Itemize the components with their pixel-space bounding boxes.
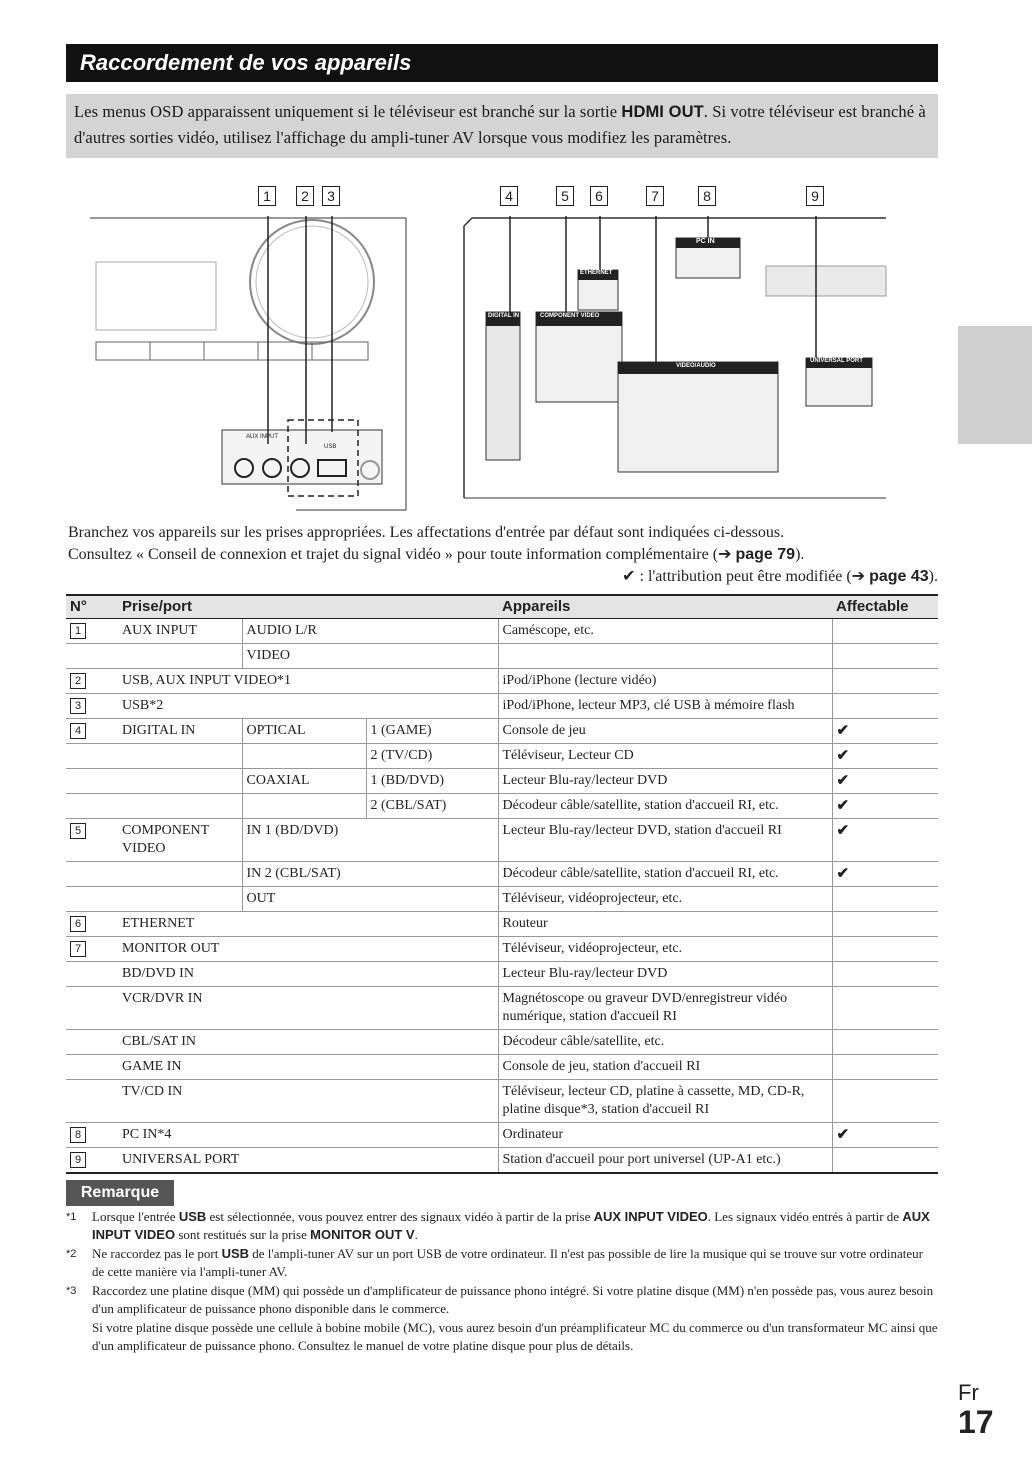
callout-6: 6: [590, 186, 608, 206]
assignable-cell: [832, 619, 938, 644]
device-cell: Console de jeu: [498, 719, 832, 744]
port-cell: USB, AUX INPUT VIDEO*1: [118, 669, 498, 694]
table-row: [66, 862, 938, 887]
footnotes: [66, 1208, 938, 1356]
table-row: [66, 1123, 938, 1148]
footnote-mark: [66, 1319, 92, 1355]
assignable-cell: [832, 669, 938, 694]
table-row: [66, 719, 938, 744]
footnote-bold: USB: [178, 1209, 207, 1224]
arrow-icon: ➔: [851, 568, 866, 585]
assignable-cell: [832, 987, 938, 1030]
assignable-cell: ✔: [832, 862, 938, 887]
table-row: [66, 987, 938, 1030]
table-row: [66, 769, 938, 794]
footnote: [66, 1245, 938, 1281]
footnote: [66, 1208, 938, 1244]
callout-3: 3: [322, 186, 340, 206]
table-header-row: [66, 595, 938, 619]
table-row: [66, 1080, 938, 1123]
row-number: [66, 1123, 118, 1148]
callout-5: 5: [556, 186, 574, 206]
footnote-text: [92, 1282, 938, 1318]
callout-1: 1: [258, 186, 276, 206]
assignable-cell: ✔: [832, 719, 938, 744]
table-row: [66, 1030, 938, 1055]
port-cell: DIGITAL IN: [118, 719, 242, 744]
footnote-bold: AUX INPUT VIDEO: [92, 1209, 930, 1242]
footnote-mark: *2: [66, 1248, 77, 1260]
remarque-label: Remarque: [66, 1180, 174, 1206]
port-cell: GAME IN: [118, 1055, 498, 1080]
row-number-box: 6: [70, 916, 86, 932]
table-row: [66, 794, 938, 819]
subport-cell: COAXIAL: [242, 769, 366, 794]
assignable-note: [622, 566, 938, 588]
assignable-cell: ✔: [832, 744, 938, 769]
callout-2: 2: [296, 186, 314, 206]
assignable-cell: [832, 1148, 938, 1174]
table-row: [66, 744, 938, 769]
notice-bold: HDMI OUT: [621, 103, 704, 121]
footnote: [66, 1282, 938, 1318]
detail-cell: 1 (BD/DVD): [366, 769, 498, 794]
row-number: [66, 1148, 118, 1174]
row-number-box: 8: [70, 1127, 86, 1143]
row-number-box: 4: [70, 723, 86, 739]
port-cell: MONITOR OUT: [118, 937, 498, 962]
port-cell: AUX INPUT: [118, 619, 242, 644]
assignable-cell: ✔: [832, 1123, 938, 1148]
footnote-part: .: [414, 1227, 418, 1242]
row-number: [66, 887, 118, 912]
label-digital-in: DIGITAL IN: [488, 313, 520, 319]
subport-cell: IN 1 (BD/DVD): [242, 819, 498, 862]
port-cell: ETHERNET: [118, 912, 498, 937]
device-cell: Décodeur câble/satellite, station d'accueil RI, etc.: [498, 794, 832, 819]
arrow-icon: ➔: [718, 546, 732, 563]
ports-table-body: [66, 619, 938, 1174]
row-number: [66, 1080, 118, 1123]
device-cell: Routeur: [498, 912, 832, 937]
subport-cell: VIDEO: [242, 644, 498, 669]
table-row: [66, 644, 938, 669]
label-component-video: COMPONENT VIDEO: [540, 313, 600, 319]
assignable-cell: [832, 962, 938, 987]
label-universal-port: UNIVERSAL PORT: [810, 358, 863, 364]
assignable-cell: [832, 1030, 938, 1055]
device-cell: Téléviseur, lecteur CD, platine à cassette, MD, CD-R, platine disque*3, station d'accueil RI: [498, 1080, 832, 1123]
table-row: [66, 962, 938, 987]
device-cell: Téléviseur, vidéoprojecteur, etc.: [498, 887, 832, 912]
detail-cell: 1 (GAME): [366, 719, 498, 744]
row-number: [66, 1030, 118, 1055]
row-number: [66, 912, 118, 937]
port-cell: [118, 644, 242, 669]
table-row: [66, 887, 938, 912]
subport-cell: [242, 794, 366, 819]
footnote-text: [92, 1245, 938, 1281]
footnote-mark: *1: [66, 1211, 77, 1223]
assignable-cell: [832, 937, 938, 962]
row-number: [66, 962, 118, 987]
device-cell: iPod/iPhone, lecteur MP3, clé USB à mémoire flash: [498, 694, 832, 719]
table-row: [66, 694, 938, 719]
footnote-part: Lorsque l'entrée: [92, 1209, 179, 1224]
label-usb: USB: [324, 444, 337, 450]
device-cell: Téléviseur, vidéoprojecteur, etc.: [498, 937, 832, 962]
port-cell: [118, 794, 242, 819]
table-row: [66, 669, 938, 694]
device-cell: Ordinateur: [498, 1123, 832, 1148]
port-cell: UNIVERSAL PORT: [118, 1148, 498, 1174]
detail-cell: 2 (TV/CD): [366, 744, 498, 769]
row-number-box: 7: [70, 941, 86, 957]
row-number: [66, 1055, 118, 1080]
assignable-cell: [832, 1080, 938, 1123]
row-number: [66, 719, 118, 744]
row-number: [66, 769, 118, 794]
row-number: [66, 862, 118, 887]
page-ref-43[interactable]: page 43: [869, 568, 929, 585]
assignable-cell: ✔: [832, 819, 938, 862]
panel-diagram-svg: [66, 172, 938, 512]
assignable-note-end: ).: [928, 568, 938, 585]
device-cell: Lecteur Blu-ray/lecteur DVD, station d'accueil RI: [498, 819, 832, 862]
device-cell: Décodeur câble/satellite, station d'accueil RI, etc.: [498, 862, 832, 887]
subport-cell: IN 2 (CBL/SAT): [242, 862, 498, 887]
row-number-box: 1: [70, 623, 86, 639]
port-cell: VCR/DVR IN: [118, 987, 498, 1030]
row-number-box: 9: [70, 1152, 86, 1168]
page-ref-79[interactable]: page 79: [735, 546, 796, 563]
device-cell: Téléviseur, Lecteur CD: [498, 744, 832, 769]
port-cell: CBL/SAT IN: [118, 1030, 498, 1055]
section-header: [66, 44, 938, 82]
device-cell: Magnétoscope ou graveur DVD/enregistreur vidéo numérique, station d'accueil RI: [498, 987, 832, 1030]
footnote-part: est sélectionnée, vous pouvez entrer des signaux vidéo à partir de la prise: [206, 1209, 594, 1224]
port-cell: USB*2: [118, 694, 498, 719]
notice-text-1: Les menus OSD apparaissent uniquement si le téléviseur est branché sur la sortie: [74, 102, 622, 121]
detail-cell: 2 (CBL/SAT): [366, 794, 498, 819]
footnote-part: . Les signaux vidéo entrés à partir de: [707, 1209, 903, 1224]
footnote-part: Si votre platine disque possède une cellule à bobine mobile (MC), vous aurez besoin d'un préamplificateur MC du commerce ou d'un transformateur MC ainsi que d'un amplificateur de puissance phono. Consultez le manuel de votre platine disque pour plus de détails.: [92, 1320, 938, 1353]
row-number-box: 3: [70, 698, 86, 714]
port-cell: [118, 887, 242, 912]
page-title: Raccordement de vos appareils: [80, 50, 412, 75]
port-cell: TV/CD IN: [118, 1080, 498, 1123]
port-cell: COMPONENT VIDEO: [118, 819, 242, 862]
notice-text-2: . Si votre téléviseur est branché à d'autres sorties vidéo, utilisez l'affichage du ampli-tuner AV lorsque vous modifiez les paramètres.: [74, 102, 926, 147]
table-row: [66, 912, 938, 937]
ports-table: [66, 594, 938, 1174]
page-number: 17: [958, 1404, 994, 1440]
connection-diagrams: [66, 172, 938, 512]
device-cell: Décodeur câble/satellite, etc.: [498, 1030, 832, 1055]
row-number-box: 5: [70, 823, 86, 839]
row-number: [66, 987, 118, 1030]
footnote-part: de l'ampli-tuner AV sur un port USB de votre ordinateur. Il n'est pas possible de lire la musique qui se trouve sur votre ordinateur de cette manière via l'ampli-tuner AV.: [92, 1246, 923, 1279]
footnote-bold: AUX INPUT VIDEO: [593, 1209, 708, 1224]
intro-text: [68, 522, 938, 566]
footnote-part: sont restitués sur la prise: [175, 1227, 311, 1242]
callout-9: 9: [806, 186, 824, 206]
footnote-part: Ne raccordez pas le port: [92, 1246, 222, 1261]
table-row: [66, 1055, 938, 1080]
port-cell: [118, 769, 242, 794]
port-cell: [118, 744, 242, 769]
intro-line-2-text: Consultez « Conseil de connexion et trajet du signal vidéo » pour toute information complémentaire (: [68, 546, 719, 563]
row-number: [66, 819, 118, 862]
device-cell: Console de jeu, station d'accueil RI: [498, 1055, 832, 1080]
row-number: [66, 937, 118, 962]
port-cell: PC IN*4: [118, 1123, 498, 1148]
col-header-devices: Appareils: [498, 595, 832, 619]
subport-cell: [242, 744, 366, 769]
label-aux-input: AUX INPUT: [246, 434, 279, 440]
callout-8: 8: [698, 186, 716, 206]
subport-cell: AUDIO L/R: [242, 619, 498, 644]
callout-4: 4: [500, 186, 518, 206]
col-header-num: N°: [66, 595, 118, 619]
assignable-cell: [832, 694, 938, 719]
osd-notice-banner: [66, 94, 938, 158]
row-number: [66, 619, 118, 644]
assignable-cell: [832, 887, 938, 912]
footnote-text: [92, 1319, 938, 1355]
page-language: Fr: [958, 1380, 979, 1405]
col-header-port: Prise/port: [118, 595, 498, 619]
label-pc-in: PC IN: [696, 238, 715, 245]
port-cell: [118, 862, 242, 887]
front-panel-diagram: [90, 216, 406, 510]
assignable-note-text: : l'attribution peut être modifiée (: [639, 568, 852, 585]
check-icon: ✔: [622, 568, 636, 585]
device-cell: Station d'accueil pour port universel (UP-A1 etc.): [498, 1148, 832, 1174]
subport-cell: OPTICAL: [242, 719, 366, 744]
intro-line-1: Branchez vos appareils sur les prises appropriées. Les affectations d'entrée par défaut sont indiquées ci-dessous.: [68, 524, 785, 541]
footnote: [66, 1319, 938, 1355]
table-row: [66, 1148, 938, 1174]
footnote-mark: *3: [66, 1285, 77, 1297]
table-row: [66, 937, 938, 962]
footnote-text: [92, 1208, 938, 1244]
footnote-part: Raccordez une platine disque (MM) qui possède un d'amplificateur de puissance phono intégré. Si votre platine disque (MM) n'en possède pas, vous aurez besoin d'un amplificateur de puissance phono disponible dans le commerce.: [92, 1283, 934, 1316]
row-number-box: 2: [70, 673, 86, 689]
assignable-cell: ✔: [832, 794, 938, 819]
chapter-tab: [958, 326, 1032, 444]
intro-line-2: [68, 544, 938, 566]
rear-panel-diagram: [464, 216, 886, 498]
assignable-cell: [832, 912, 938, 937]
device-cell: Lecteur Blu-ray/lecteur DVD: [498, 769, 832, 794]
device-cell: iPod/iPhone (lecture vidéo): [498, 669, 832, 694]
label-video-audio: VIDEO/AUDIO: [676, 363, 716, 369]
device-cell: [498, 644, 832, 669]
subport-cell: OUT: [242, 887, 498, 912]
col-header-assignable: Affectable: [832, 595, 938, 619]
assignable-cell: [832, 1055, 938, 1080]
row-number: [66, 694, 118, 719]
callout-7: 7: [646, 186, 664, 206]
device-cell: Caméscope, etc.: [498, 619, 832, 644]
row-number: [66, 669, 118, 694]
assignable-cell: ✔: [832, 769, 938, 794]
port-cell: BD/DVD IN: [118, 962, 498, 987]
intro-line-2-end: ).: [795, 546, 805, 563]
row-number: [66, 644, 118, 669]
row-number: [66, 794, 118, 819]
label-ethernet: ETHERNET: [580, 270, 613, 276]
footnote-bold: USB: [221, 1246, 250, 1261]
table-row: [66, 619, 938, 644]
assignable-cell: [832, 644, 938, 669]
device-cell: Lecteur Blu-ray/lecteur DVD: [498, 962, 832, 987]
table-row: [66, 819, 938, 862]
footnote-bold: MONITOR OUT V: [310, 1227, 415, 1242]
row-number: [66, 744, 118, 769]
